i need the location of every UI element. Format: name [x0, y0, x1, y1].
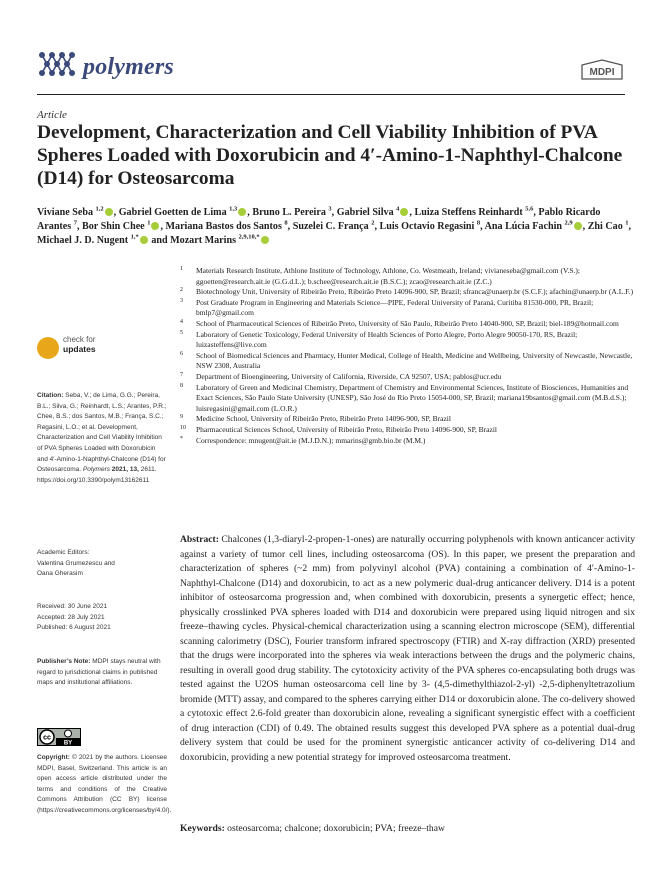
affiliation-item — [180, 425, 635, 436]
authors-and: and — [151, 235, 168, 246]
affiliation-text: Post Graduate Program in Engineering and Materials Science—PIPE, Federal University of Paraná, Curitiba 81530-000, PR, Brazil; bmlp7@gmail.com — [196, 297, 594, 318]
author-name: Luis Octavio Regasini — [379, 221, 475, 232]
author — [588, 221, 629, 232]
author-affiliation-sup: 8 — [476, 219, 481, 227]
affiliation-item — [180, 319, 635, 330]
affiliation-text: School of Pharmaceutical Sciences of Ribeirão Preto, University of São Paulo, Ribeirão Preto 14040-900, SP, Brazil; biel-189@hotmail.com — [196, 318, 619, 328]
editors-label: Academic Editors: — [37, 549, 90, 556]
author-name: Mozart Marins — [170, 235, 236, 246]
polymers-logo-icon — [37, 49, 77, 79]
copyright-text: © 2021 by the authors. Licensee MDPI, Basel, Switzerland. This article is an open access article distributed under the terms and conditions of the Creative Commons Attribution (CC BY) license (https://creativecommons.org/licenses/by/4.0/). — [37, 754, 172, 814]
author — [166, 221, 288, 232]
keywords — [180, 822, 635, 836]
check-for-updates-button[interactable] — [37, 335, 137, 371]
citation-doi-link[interactable]: 2611. https://doi.org/10.3390/polym13162611 — [37, 466, 157, 484]
author-name: Ana Lúcia Fachin — [484, 221, 562, 232]
citation-block — [37, 391, 167, 486]
citation-label: Citation: — [37, 392, 64, 399]
affiliation-number: 9 — [180, 414, 183, 421]
author — [82, 221, 160, 232]
journal-name: polymers — [83, 54, 174, 80]
affiliation-list — [180, 266, 635, 446]
svg-text:BY: BY — [63, 740, 73, 746]
affiliation-item — [180, 372, 635, 383]
svg-text:cc: cc — [43, 734, 51, 742]
author-affiliation-sup: 1,2 — [95, 205, 104, 213]
affiliation-text: Laboratory of Genetic Toxicology, Federal University of Health Sciences of Porto Alegre, Porto Alegre 90050-170, RS, Brazil; luizasteffens@live.com — [196, 329, 578, 350]
author-affiliation-sup: 8 — [284, 219, 288, 227]
published-date: Published: 6 August 2021 — [37, 624, 111, 632]
affiliation-text: School of Biomedical Sciences and Pharmacy, Hunter Medical, College of Health, Medicine and Wellbeing, University of Newcastle, Newcastle, NSW 2308, Australia — [196, 350, 633, 371]
academic-editors — [37, 548, 167, 580]
affiliation-text: Pharmaceutical Sciences School, University of Ribeirão Preto, Ribeirão Preto 14096-900, SP, Brazil — [196, 424, 497, 434]
check-updates-icon — [37, 337, 59, 359]
author-name: Michael J. D. Nugent — [37, 235, 129, 246]
orcid-icon[interactable] — [261, 236, 269, 244]
orcid-icon[interactable] — [400, 208, 408, 216]
affiliation-item — [180, 414, 635, 425]
keywords-text: osteosarcoma; chalcone; doxorubicin; PVA; freeze–thaw — [227, 823, 445, 834]
citation-year-vol: 2021, 13, — [111, 466, 139, 474]
affiliation-text: Biotechnology Unit, University of Ribeirão Preto, Ribeirão Preto 14096-900, SP, Brazil; sfranca@unaerp.br (S.C.F.); afachin@unaerp.br (A.L.F.) — [196, 287, 634, 297]
accepted-date: Accepted: 28 July 2021 — [37, 613, 105, 621]
editor-name: Oana Gherasim — [37, 570, 83, 578]
check-updates-line2: updates — [63, 344, 96, 354]
author-name: Mariana Bastos dos Santos — [165, 221, 282, 232]
abstract-text: Chalcones (1,3-diaryl-2-propen-1-ones) are naturally occurring polyphenols with known anticancer activity against a variety of tumor cell lines, including osteosarcoma (OS). In this paper, we present the preparation and characterization of spheres (~2 mm) from polyvinyl alcohol (PVA) containing a combination of 4′-Amino-1-Naphthyl-Chalcone (D14) and doxorubicin, to act as a new polymeric dual-drug anticancer delivery. D14 is a potent inhibitor of osteosarcoma progression and, when combined with doxorubicin, presents a synergetic effect; hence, physically crosslinked PVA spheres loaded with D14 and doxorubicin were prepared using liquid nitrogen and six freeze–thawing cycles. Physical-chemical characterization using a scanning electron microscope (SEM), differential scanning calorimetry (DSC), Fourier transform infrared spectroscopy (FTIR) and X-ray diffraction (XRD) presented that the drugs were incorporated into the spheres via weak interactions between the drugs and the polymeric chains, resulting in overall good drug stability. The cytotoxicity activity of the PVA spheres co-encapsulating both drugs was tested against the U2OS human osteosarcoma cell line by 3- (4,5-dimethylthiazol-2-yl) -2,5-diphenyltetrazolium bromide (MTT) assay, and compared to the spheres carrying either D14 or doxorubicin alone. The co-delivery showed a cytotoxic effect 2.6-fold greater than doxorubicin alone, revealing a significant synergistic effect with a coefficient of drug interaction (CDI) of 0.49. The obtained results suggest this developed PVA sphere as a potential dual-drug delivery system that could be used for the prominent synergistic anticancer activity of co-delivering D14 and doxorubicin, providing a new potential strategy for improved osteosarcoma treatment. — [180, 534, 635, 763]
author — [170, 235, 270, 246]
affiliation-item — [180, 298, 635, 319]
publisher-name: MDPI — [589, 67, 615, 78]
author — [337, 207, 410, 218]
affiliation-number: 5 — [180, 329, 183, 336]
orcid-icon[interactable] — [151, 222, 159, 230]
affiliation-text: Correspondence: mnugent@ait.ie (M.J.D.N.); mmarins@gmb.bio.br (M.M.) — [196, 435, 426, 445]
affiliation-number: 2 — [180, 287, 183, 294]
author-name: Viviane Seba — [37, 207, 93, 218]
author-name: Pablo Ricardo Arantes — [37, 207, 601, 232]
author-name: Gabriel Goetten de Lima — [118, 207, 227, 218]
abstract-label: Abstract: — [180, 534, 219, 545]
author-affiliation-sup: 1,3 — [229, 205, 238, 213]
affiliation-item — [180, 436, 635, 447]
affiliation-number: 1 — [180, 266, 183, 272]
author-name: Gabriel Silva — [336, 207, 394, 218]
author-name: Zhi Cao — [587, 221, 623, 232]
affiliation-text: Department of Bioengineering, University of California, Riverside, CA 92507, USA; pablos@ucr.edu — [196, 371, 502, 381]
article-type: Article — [37, 109, 67, 121]
affiliation-text: Laboratory of Green and Medicinal Chemistry, Department of Chemistry and Environmental Sciences, Institute of Biosciences, Humanities and Exact Sciences, São Paulo State University (UNESP), São José do Rio Preto 15054-000, SP, Brazil; mariana19bsantos@gmail.com (M.B.d.S.); luisregasini@gmail.com (L.O.R.) — [196, 382, 629, 413]
publisher-note-text: MDPI stays neutral with regard to jurisdictional claims in published maps and institutional affiliations. — [37, 658, 161, 687]
affiliation-number: 8 — [180, 382, 183, 389]
publisher-note-label: Publisher’s Note: — [37, 658, 91, 665]
author — [37, 207, 114, 218]
author-affiliation-sup: 1 — [625, 219, 629, 227]
editor-name: Valentina Grumezescu and — [37, 559, 115, 567]
affiliation-number: 3 — [180, 297, 183, 304]
orcid-icon[interactable] — [105, 208, 113, 216]
check-updates-line1: check for — [63, 335, 96, 344]
author-name: Bruno L. Pereira — [252, 207, 326, 218]
article-title: Development, Characterization and Cell Viability Inhibition of PVA Spheres Loaded with Doxorubicin and 4′-Amino-1-Naphthyl-Chalcone (D14) for Osteosarcoma — [37, 122, 623, 189]
affiliation-text: Medicine School, University of Ribeirão Preto, Ribeirão Preto 14096-900, SP, Brazil — [196, 414, 451, 424]
affiliation-number: 7 — [180, 371, 183, 378]
author-affiliation-sup: 5,6 — [525, 205, 534, 213]
publication-dates — [37, 602, 167, 634]
affiliation-number: 6 — [180, 350, 183, 357]
affiliation-text: Materials Research Institute, Athlone Institute of Technology, Athlone, Co. Westmeath, Ireland; vivianeseba@gmail.com (V.S.); ggoetten@research.ait.ie (G.G.d.L.); b.schee@research.ait.ie (B.S.C.); zcao@research.ait.ie (Z.C.) — [196, 266, 580, 286]
affiliation-item — [180, 330, 635, 351]
author — [37, 235, 149, 246]
affiliation-number: * — [180, 435, 183, 442]
author — [119, 207, 248, 218]
author-affiliation-sup: 7 — [73, 219, 77, 227]
author-name: Luiza Steffens Reinhardt — [414, 207, 523, 218]
header-rule — [37, 94, 625, 95]
author-affiliation-sup: 3 — [328, 205, 332, 213]
publisher-note — [37, 657, 167, 689]
citation-text: Seba, V.; de Lima, G.G.; Pereira, B.L.; Silva, G.; Reinhardt, L.S.; Arantes, P.R.; Chee, B.S.; dos Santos, M.B.; França, S.C.; Regasini, L.O.; et al. Development, Characterization and Cell Viability Inhibition of PVA Spheres Loaded with Doxorubicin and 4′-Amino-1-Naphthyl-Chalcone (D14) for Osteosarcoma. — [37, 392, 167, 474]
author-affiliation-sup: 1 — [147, 219, 151, 227]
author-affiliation-sup: 1,* — [130, 233, 139, 241]
author-affiliation-sup: 2,9,10,* — [238, 233, 260, 241]
author — [293, 221, 375, 232]
copyright-notice — [37, 753, 172, 817]
mdpi-logo-icon — [580, 59, 624, 81]
received-date: Received: 30 June 2021 — [37, 603, 108, 610]
author-list: Viviane Seba $^{1,2}$ , Gabriel Goetten de Lima $^{1,3}$ , Bruno L. Pereira $^3$, Gabriel Silva $^4$ , Luiza Steffens Reinhardt $^{5,6}$, Pablo Ricardo Arantes $^7$, Bor Shin Chee $^1$ , Mariana Bastos dos Santos $^8$, Suzelei C. França $^2$, Luis Octavio Regasini $^8$, Ana Lúcia Fachin $^{2,9}$ , Zhi Cao $^1$, Michael J. D. Nugent $^{1,*}$ and Mozart Marins $^{2,9,10,*}$ — [37, 205, 632, 246]
affiliation-number: 10 — [180, 424, 186, 431]
orcid-icon[interactable] — [238, 208, 246, 216]
author — [252, 207, 331, 218]
citation-journal: Polymers — [82, 466, 110, 474]
abstract — [180, 533, 635, 765]
author-name: Suzelei C. França — [292, 221, 369, 232]
orcid-icon[interactable] — [140, 236, 148, 244]
author — [414, 207, 533, 218]
affiliation-item — [180, 287, 635, 298]
affiliation-number: 4 — [180, 318, 183, 325]
author-affiliation-sup: 4 — [396, 205, 400, 213]
keywords-label: Keywords: — [180, 823, 225, 834]
affiliation-item — [180, 383, 635, 415]
author — [485, 221, 583, 232]
author — [380, 221, 481, 232]
affiliation-item — [180, 351, 635, 372]
author-name: Bor Shin Chee — [82, 221, 145, 232]
author-affiliation-sup: 2,9 — [564, 219, 573, 227]
affiliation-item — [180, 266, 635, 287]
cc-by-license-icon[interactable] — [37, 728, 81, 746]
author-affiliation-sup: 2 — [371, 219, 375, 227]
orcid-icon[interactable] — [574, 222, 582, 230]
copyright-label: Copyright: — [37, 754, 70, 761]
